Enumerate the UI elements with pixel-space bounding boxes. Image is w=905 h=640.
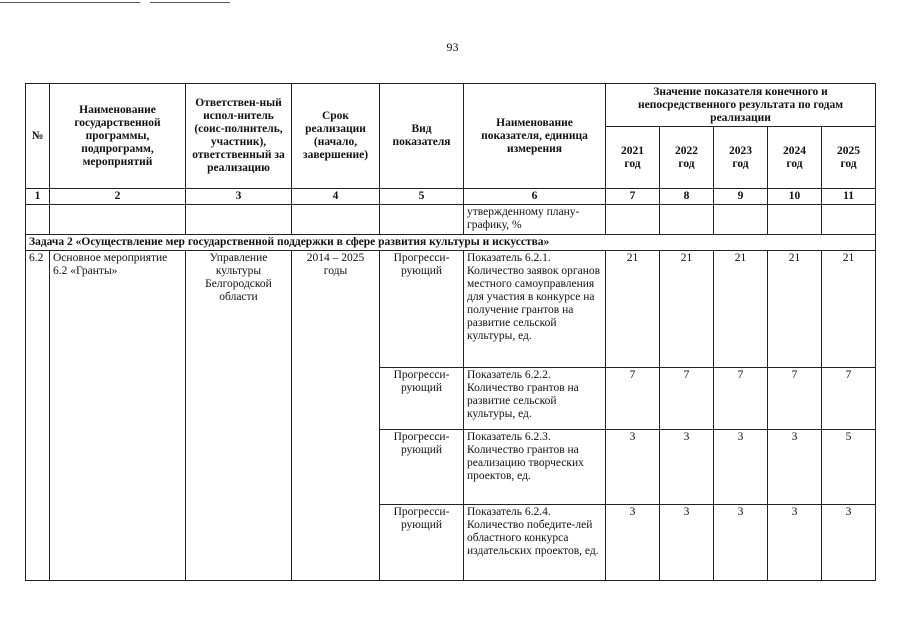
header-num: №: [26, 84, 50, 189]
header-term: Срок реализации (начало, завершение): [292, 84, 380, 189]
indicator-row: [26, 251, 876, 368]
indicator-value: 3: [714, 430, 768, 505]
indicator-value: 3: [714, 505, 768, 581]
header-year-2023: [714, 127, 768, 189]
indicator-name: Показатель 6.2.1. Количество заявок органов местного самоуправления для участия в конкурсе на получение грантов на развитие сельской культуры, ед.: [464, 251, 606, 368]
indicator-value: 21: [660, 251, 714, 368]
indicator-value: 3: [768, 430, 822, 505]
indicator-value: 21: [714, 251, 768, 368]
indicator-kind: Прогресси-рующий: [380, 505, 464, 581]
event-term: 2014 – 2025 годы: [292, 251, 380, 581]
column-number: 5: [380, 189, 464, 205]
page-number: 93: [446, 40, 459, 54]
indicator-value: 21: [822, 251, 876, 368]
header-kind: Вид показателя: [380, 84, 464, 189]
indicator-value: 7: [822, 368, 876, 430]
indicators-table: [25, 83, 876, 581]
year-unit: год: [786, 157, 803, 170]
column-number: 11: [822, 189, 876, 205]
indicator-kind: Прогресси-рующий: [380, 368, 464, 430]
year-label: 2024: [783, 144, 806, 157]
continuation-text: утвержденному плану-графику, %: [464, 205, 606, 235]
year-unit: год: [678, 157, 695, 170]
year-label: 2023: [729, 144, 752, 157]
header-year-2024: [768, 127, 822, 189]
indicator-value: 3: [606, 430, 660, 505]
column-number: 10: [768, 189, 822, 205]
header-program: Наименование государственной программы, подпрограмм, мероприятий: [50, 84, 186, 189]
indicator-value: 3: [768, 505, 822, 581]
column-number: 3: [186, 189, 292, 205]
top-rule-left: [0, 2, 140, 3]
year-unit: год: [840, 157, 857, 170]
indicator-name: Показатель 6.2.4. Количество победите-лей областного конкурса издательских проектов, ед.: [464, 505, 606, 581]
header-values-group: Значение показателя конечного и непосредственного результата по годам реализации: [606, 84, 876, 127]
event-responsible: Управление культуры Белгородской области: [186, 251, 292, 581]
year-label: 2022: [675, 144, 698, 157]
indicator-name: Показатель 6.2.2. Количество грантов на развитие сельской культуры, ед.: [464, 368, 606, 430]
year-label: 2021: [621, 144, 644, 157]
indicator-value: 7: [768, 368, 822, 430]
column-number: 2: [50, 189, 186, 205]
indicator-value: 3: [660, 430, 714, 505]
indicator-value: 3: [606, 505, 660, 581]
indicator-value: 21: [768, 251, 822, 368]
task-title: Задача 2 «Осуществление мер государственной поддержки в сфере развития культуры и искусства»: [26, 235, 876, 251]
header-year-2022: [660, 127, 714, 189]
column-number: 9: [714, 189, 768, 205]
column-number: 7: [606, 189, 660, 205]
indicator-value: 21: [606, 251, 660, 368]
column-number: 4: [292, 189, 380, 205]
indicator-kind: Прогресси-рующий: [380, 430, 464, 505]
header-year-2021: [606, 127, 660, 189]
year-unit: год: [732, 157, 749, 170]
column-number: 6: [464, 189, 606, 205]
header-indicator: Наименование показателя, единица измерения: [464, 84, 606, 189]
event-name: Основное мероприятие 6.2 «Гранты»: [50, 251, 186, 581]
top-rule-right: [150, 2, 230, 3]
indicator-value: 7: [660, 368, 714, 430]
header-responsible: Ответствен-ный испол-нитель (соис-полнитель, участник), ответственный за реализацию: [186, 84, 292, 189]
year-unit: год: [624, 157, 641, 170]
indicator-value: 5: [822, 430, 876, 505]
indicator-kind: Прогресси-рующий: [380, 251, 464, 368]
event-num: 6.2: [26, 251, 50, 581]
header-year-2025: [822, 127, 876, 189]
indicator-value: 7: [714, 368, 768, 430]
task-row: [26, 235, 876, 251]
continuation-row: [26, 205, 876, 235]
column-number: 1: [26, 189, 50, 205]
indicator-value: 7: [606, 368, 660, 430]
column-number: 8: [660, 189, 714, 205]
column-number-row: [26, 189, 876, 205]
indicator-value: 3: [822, 505, 876, 581]
indicator-value: 3: [660, 505, 714, 581]
year-label: 2025: [837, 144, 861, 157]
indicator-name: Показатель 6.2.3. Количество грантов на реализацию творческих проектов, ед.: [464, 430, 606, 505]
